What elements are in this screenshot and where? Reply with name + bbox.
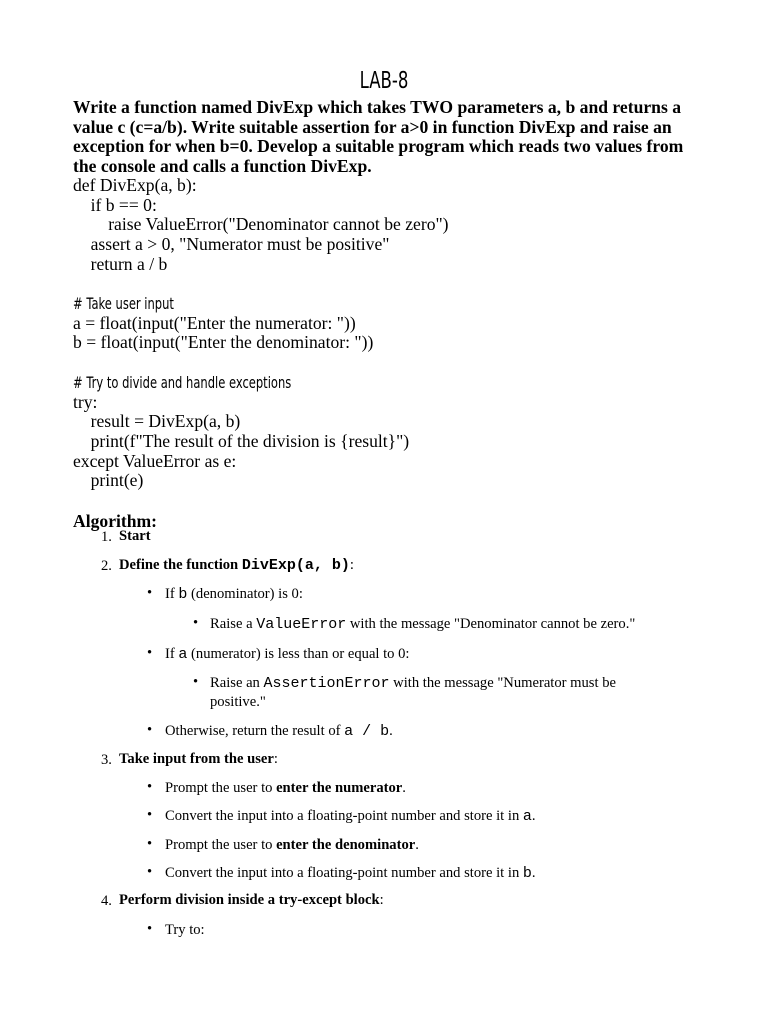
item-code: a / b — [344, 723, 390, 740]
code-line: a = float(input("Enter the numerator: ")) — [73, 313, 356, 333]
item-text: Prompt the user to — [165, 837, 277, 853]
bullet-icon: • — [147, 807, 153, 823]
page-title: LAB-8 — [359, 68, 409, 94]
item-text: If — [165, 586, 179, 602]
code-line: def DivExp(a, b): — [73, 175, 197, 195]
step-2-item-3 — [165, 722, 393, 742]
item-text: Convert the input into a floating-point number and store it in — [165, 865, 523, 881]
algorithm-heading: Algorithm: — [73, 511, 158, 531]
item-code: a — [178, 646, 188, 663]
question-text: Write a function named DivExp which takes TWO parameters a, b and returns a value c (c=a/b). Write suitable assertion for a>0 in function DivExp and raise an exception for when b=0. Develop a suitable program which reads two values from the console and calls a function DivExp. — [73, 97, 684, 176]
step-1: Start — [119, 528, 151, 544]
item-bold: enter the numerator — [276, 780, 403, 796]
code-line: assert a > 0, "Numerator must be positive" — [73, 234, 390, 254]
bullet-icon: • — [147, 585, 153, 601]
step-number: 1. — [101, 529, 112, 545]
step-4-colon: : — [379, 892, 384, 908]
code-line: raise ValueError("Denominator cannot be zero") — [73, 214, 449, 234]
item-code: AssertionError — [263, 675, 390, 692]
item-text: Otherwise, return the result of — [165, 723, 345, 739]
bullet-icon: • — [147, 921, 153, 937]
comment-text: # Try to divide and handle exceptions — [73, 373, 292, 392]
code-line: if b == 0: — [73, 195, 157, 215]
step-3-item-1 — [165, 779, 406, 799]
step-2-item-2-sub-1-cont: positive." — [210, 694, 266, 710]
item-text: . — [389, 723, 393, 739]
step-2-code: DivExp(a, b) — [241, 557, 350, 574]
bullet-icon: • — [147, 779, 153, 795]
item-bold: enter the denominator — [276, 837, 416, 853]
step-2-text: Define the function — [119, 557, 242, 573]
item-text: If — [165, 646, 179, 662]
code-line: try: — [73, 392, 98, 412]
step-2-item-1-sub-1 — [210, 615, 635, 635]
bullet-icon: • — [193, 615, 199, 631]
step-3-text: Take input from the user — [119, 751, 274, 767]
code-comment — [73, 373, 376, 393]
step-number: 3. — [101, 752, 112, 768]
item-text: . — [402, 780, 406, 796]
step-3-item-2 — [165, 807, 536, 827]
item-code: ValueError — [256, 616, 347, 633]
code-line: except ValueError as e: — [73, 451, 237, 471]
step-2-item-1 — [165, 585, 303, 605]
step-2 — [119, 556, 354, 576]
item-text: Raise a — [210, 616, 257, 632]
item-text: Prompt the user to — [165, 780, 277, 796]
step-2-colon: : — [349, 557, 354, 573]
bullet-icon: • — [193, 674, 199, 690]
item-code: a — [522, 808, 532, 825]
item-text: with the message "Numerator must be — [389, 675, 616, 691]
code-line: result = DivExp(a, b) — [73, 411, 241, 431]
step-3-item-4 — [165, 864, 536, 884]
code-line: b = float(input("Enter the denominator: ")) — [73, 332, 374, 352]
code-line: print(e) — [73, 470, 144, 490]
item-text: . — [531, 808, 536, 824]
item-code: b — [522, 865, 532, 882]
item-text: Raise an — [210, 675, 264, 691]
bullet-icon: • — [147, 864, 153, 880]
code-line: print(f"The result of the division is {result}") — [73, 431, 410, 451]
step-number: 2. — [101, 558, 112, 574]
step-4-item-1: Try to: — [165, 922, 205, 938]
item-text: . — [531, 865, 536, 881]
step-3-colon: : — [273, 751, 278, 767]
step-4-text: Perform division inside a try-except block — [119, 892, 380, 908]
item-text: with the message "Denominator cannot be zero." — [346, 616, 636, 632]
item-text: (denominator) is 0: — [187, 586, 303, 602]
item-text: Convert the input into a floating-point number and store it in — [165, 808, 523, 824]
step-3-item-3 — [165, 836, 419, 856]
bullet-icon: • — [147, 836, 153, 852]
step-3 — [119, 750, 278, 770]
step-number: 4. — [101, 893, 112, 909]
bullet-icon: • — [147, 722, 153, 738]
step-2-item-2 — [165, 645, 409, 665]
step-2-item-2-sub-1 — [210, 674, 616, 694]
item-text: . — [415, 837, 419, 853]
step-4 — [119, 891, 384, 911]
item-code: b — [178, 586, 188, 603]
item-text: (numerator) is less than or equal to 0: — [187, 646, 410, 662]
comment-text: # Take user input — [73, 294, 174, 313]
bullet-icon: • — [147, 645, 153, 661]
code-comment — [73, 294, 213, 314]
code-line: return a / b — [73, 254, 168, 274]
